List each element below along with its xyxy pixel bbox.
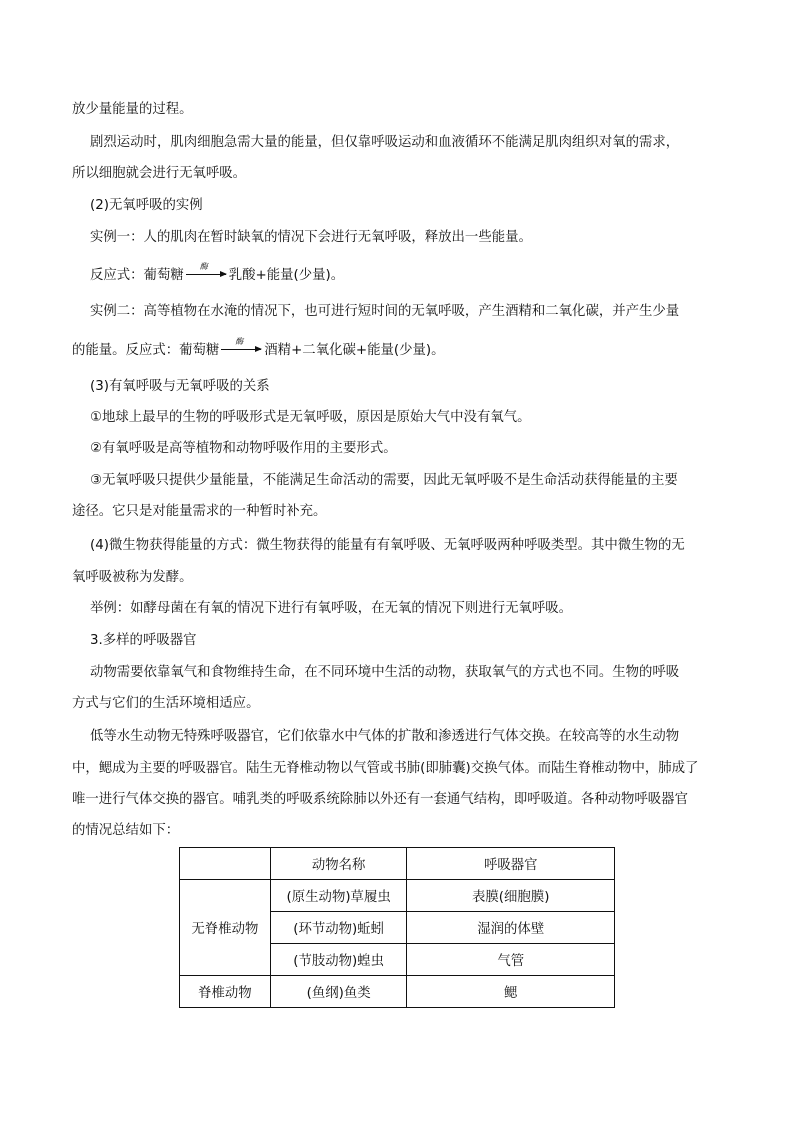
organ-cell: 鳃 xyxy=(407,976,615,1008)
animal-cell: (环节动物)蚯蚓 xyxy=(270,912,407,944)
list-item: ③无氧呼吸只提供少量能量，不能满足生命活动的需要，因此无氧呼吸不是生命活动获得能量的主要 xyxy=(90,473,678,488)
paragraph-line: 实例二：高等植物在水淹的情况下，也可进行短时间的无氧呼吸，产生酒精和二氧化碳，并产生少量 xyxy=(90,304,680,319)
paragraph-line: 低等水生动物无特殊呼吸器官，它们依靠水中气体的扩散和渗透进行气体交换。在较高等的水生动物 xyxy=(90,729,680,744)
arrow-icon xyxy=(186,274,226,275)
subheading: (2)无氧呼吸的实例 xyxy=(90,198,203,213)
respiratory-organs-table xyxy=(179,847,615,1008)
paragraph-line: 动物需要依靠氧气和食物维持生命，在不同环境中生活的动物，获取氧气的方式也不同。生物的呼吸 xyxy=(90,665,680,680)
table-header-cell: 动物名称 xyxy=(270,848,407,880)
paragraph-line: 举例：如酵母菌在有氧的情况下进行有氧呼吸，在无氧的情况下则进行无氧呼吸。 xyxy=(90,601,573,616)
table-row xyxy=(180,880,615,912)
arrow-icon xyxy=(221,349,261,350)
equation-prefix: 反应式：葡萄糖 xyxy=(90,268,184,283)
paragraph-line: 剧烈运动时，肌肉细胞急需大量的能量，但仅靠呼吸运动和血液循环不能满足肌肉组织对氧的需求， xyxy=(90,135,680,150)
animal-cell: (原生动物)草履虫 xyxy=(270,880,407,912)
table-header-cell: 呼吸器官 xyxy=(407,848,615,880)
reaction-arrow xyxy=(221,337,261,361)
paragraph-line: 唯一进行气体交换的器官。哺乳类的呼吸系统除肺以外还有一套通气结构，即呼吸道。各种动物呼吸器官 xyxy=(72,792,688,807)
table-header-cell xyxy=(180,848,271,880)
group-cell-vertebrate: 脊椎动物 xyxy=(180,976,271,1008)
paragraph-line: 方式与它们的生活环境相适应。 xyxy=(72,696,260,711)
paragraph-line: 氧呼吸被称为发酵。 xyxy=(72,570,193,585)
organ-cell: 气管 xyxy=(407,944,615,976)
equation-suffix: 乳酸+能量(少量)。 xyxy=(228,268,345,283)
animal-cell: (鱼纲)鱼类 xyxy=(270,976,407,1008)
reaction-equation-2 xyxy=(72,337,445,361)
list-item: ②有氧呼吸是高等植物和动物呼吸作用的主要形式。 xyxy=(90,441,397,456)
organ-cell: 湿润的体壁 xyxy=(407,912,615,944)
reaction-condition: 酶 xyxy=(199,262,208,271)
paragraph-line: 所以细胞就会进行无氧呼吸。 xyxy=(72,166,247,181)
equation-suffix: 酒精+二氧化碳+能量(少量)。 xyxy=(264,343,445,358)
animal-cell: (节肢动物)蝗虫 xyxy=(270,944,407,976)
equation-prefix: 的能量。反应式：葡萄糖 xyxy=(72,343,220,358)
subheading: (3)有氧呼吸与无氧呼吸的关系 xyxy=(90,379,270,394)
reaction-condition: 酶 xyxy=(235,337,244,346)
group-cell-invertebrate: 无脊椎动物 xyxy=(180,880,271,976)
list-item: ①地球上最早的生物的呼吸形式是无氧呼吸，原因是原始大气中没有氧气。 xyxy=(90,410,531,425)
table-header-row xyxy=(180,848,615,880)
paragraph-line: 中，鳃成为主要的呼吸器官。陆生无脊椎动物以气管或书肺(即肺囊)交换气体。而陆生脊椎动物中，肺成了 xyxy=(72,761,699,776)
section-heading: 3.多样的呼吸器官 xyxy=(90,633,197,648)
paragraph-line: 放少量能量的过程。 xyxy=(72,102,193,117)
paragraph-line: 实例一：人的肌肉在暂时缺氧的情况下会进行无氧呼吸，释放出一些能量。 xyxy=(90,230,532,245)
reaction-equation-1 xyxy=(90,262,345,286)
subheading: (4)微生物获得能量的方式：微生物获得的能量有有氧呼吸、无氧呼吸两种呼吸类型。其中微生物的无 xyxy=(90,538,685,553)
list-item: 途径。它只是对能量需求的一种暂时补充。 xyxy=(72,504,327,519)
reaction-arrow xyxy=(186,262,226,286)
paragraph-line: 的情况总结如下： xyxy=(72,823,180,838)
table-row xyxy=(180,976,615,1008)
organ-cell: 表膜(细胞膜) xyxy=(407,880,615,912)
